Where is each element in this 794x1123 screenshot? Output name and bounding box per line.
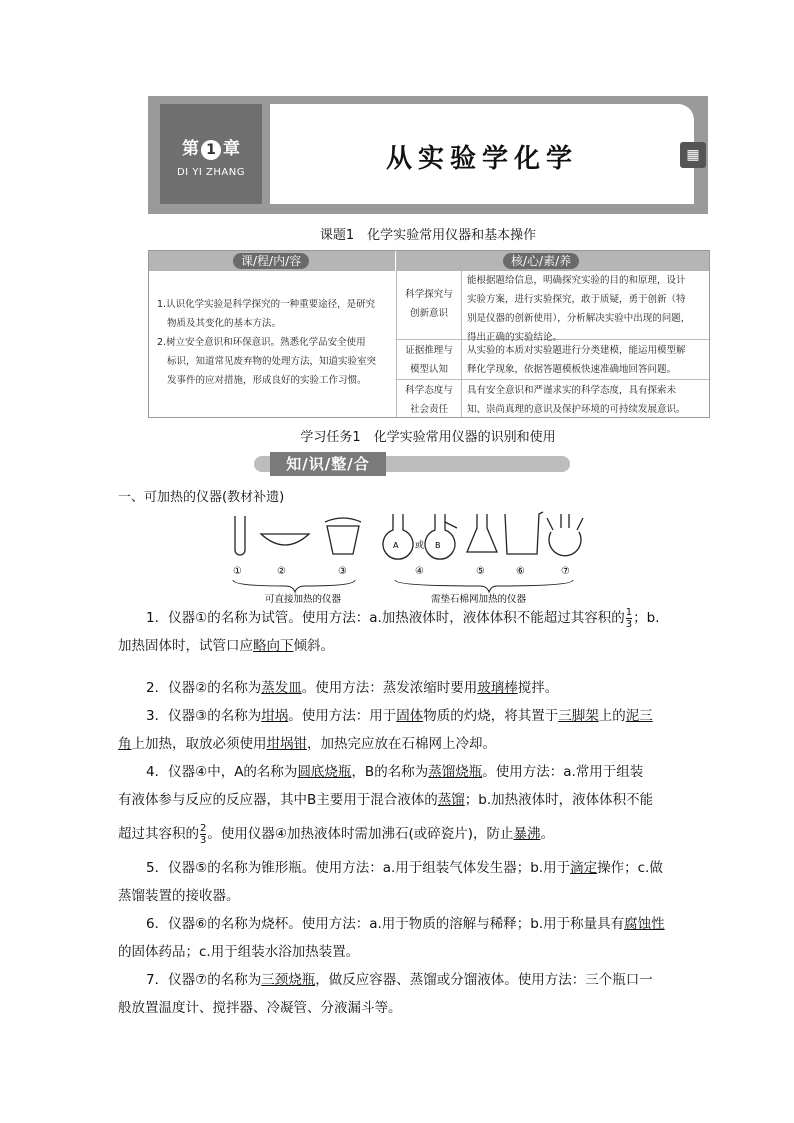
three-neck-flask-icon <box>547 514 583 556</box>
chapter-badge <box>160 104 262 204</box>
conical-flask-icon <box>467 514 497 552</box>
literacy-name: 证据推理与 模型认知 <box>405 345 453 375</box>
label-7: ⑦ <box>561 566 570 577</box>
label-6: ⑥ <box>516 566 525 577</box>
literacy-desc: 能根据题给信息，明确探究实验的目的和原理，设计 实验方案，进行实验探究，敢于质疑，勇于创新（特 别是仪器的创新使用），分析解决实验中出现的问题， 得出正确的实验结论。 <box>467 275 691 343</box>
label-1: ① <box>233 566 242 577</box>
curriculum-table <box>148 250 710 418</box>
flask-a-label: A <box>393 541 399 550</box>
group-brace <box>395 580 573 592</box>
left-header: 课/程/内/容 <box>233 253 309 269</box>
divider <box>397 379 709 380</box>
literacy-name: 科学态度与 社会责任 <box>405 385 453 415</box>
test-tube-icon <box>235 516 245 555</box>
group-brace <box>233 580 355 592</box>
literacy-desc: 具有安全意识和严谨求实的科学态度，具有探索未 知、崇尚真理的意识及保护环境的可持续发展意识。 <box>467 385 686 415</box>
paragraph-3: 3．仪器③的名称为坩埚。使用方法：用于固体物质的灼烧，将其置于三脚架上的泥三 角上加热，取放必须使用坩埚钳，加热完应放在石棉网上冷却。 <box>118 708 653 752</box>
group2-label: 需垫石棉网加热的仪器 <box>431 594 527 604</box>
lesson-title: 课题1 化学实验常用仪器和基本操作 <box>319 228 537 243</box>
paragraph-1: 1．仪器①的名称为试管。使用方法：a.加热液体时，液体体积不能超过其容积的 $\frac{1}{3}$ ；b. 加热固体时，试管口应略向下倾斜。 <box>118 606 660 654</box>
flask-b-label: B <box>435 541 441 550</box>
literacy-desc: 从实验的本质对实验题进行分类建模，能运用模型解 释化学现象，依据答题模板快速准确地回答问题。 <box>467 345 686 375</box>
paragraph-5: 5．仪器⑤的名称为锥形瓶。使用方法：a.用于组装气体发生器；b.用于滴定操作；c.做 蒸馏装置的接收器。 <box>118 860 663 904</box>
group1-label: 可直接加热的仪器 <box>265 594 342 604</box>
section-heading: 一、可加热的仪器(教材补遗) <box>118 490 285 505</box>
instruments-figure <box>225 508 595 604</box>
section-label: 知/识/整/合 <box>270 452 386 476</box>
curriculum-content: 1.认识化学实验是科学探究的一种重要途径，是研究 物质及其变化的基本方法。 2.树立安全意识和环保意识。熟悉化学品安全使用 标识，知道常见废弃物的处理方法，知道实验室突 发事件的应对措施，形成良好的实验工作习惯。 <box>157 299 377 386</box>
task-title: 学习任务1 化学实验常用仪器的识别和使用 <box>300 430 556 445</box>
label-3: ③ <box>338 566 347 577</box>
label-4: ④ <box>415 566 424 577</box>
book-icon: ▦ <box>680 142 706 168</box>
paragraph-4: 4．仪器④中，A的名称为圆底烧瓶，B的名称为蒸馏烧瓶。使用方法：a.常用于组装 有液体参与反应的反应器，其中B主要用于混合液体的蒸馏；b.加热液体时，液体体积不能 超过其容积的 $\frac{2}{3}$ 。使用仪器④加热液体时需加沸石(或碎瓷片)，防止暴沸。 <box>118 764 654 846</box>
literacy-name: 科学探究与 创新意识 <box>405 289 453 319</box>
divider <box>461 271 462 417</box>
distillation-flask-icon <box>425 514 457 559</box>
divider <box>396 251 397 417</box>
right-header: 核/心/素/养 <box>503 253 579 269</box>
beaker-icon <box>505 512 543 554</box>
chapter-number: 第 1 章 <box>182 139 240 159</box>
label-2: ② <box>277 566 286 577</box>
evaporating-dish-icon <box>261 534 309 545</box>
paragraph-6: 6．仪器⑥的名称为烧杯。使用方法：a.用于物质的溶解与稀释；b.用于称量具有腐蚀性 的固体药品；c.用于组装水浴加热装置。 <box>118 916 665 960</box>
crucible-icon <box>325 518 361 554</box>
fraction: $\frac{2}{3}$ <box>200 822 207 846</box>
fraction: $\frac{1}{3}$ <box>625 606 633 630</box>
paragraph-7: 7．仪器⑦的名称为三颈烧瓶，做反应容器、蒸馏或分馏液体。使用方法：三个瓶口一 般放置温度计、搅拌器、冷凝管、分液漏斗等。 <box>118 972 653 1016</box>
label-5: ⑤ <box>476 566 485 577</box>
or-label: 或 <box>415 541 425 551</box>
round-flask-icon <box>383 514 413 559</box>
chapter-pinyin: DI YI ZHANG <box>176 167 245 178</box>
page-title: 从实验学化学 <box>385 144 578 174</box>
paragraph-2: 2．仪器②的名称为蒸发皿。使用方法：蒸发浓缩时要用玻璃棒搅拌。 <box>146 680 559 696</box>
